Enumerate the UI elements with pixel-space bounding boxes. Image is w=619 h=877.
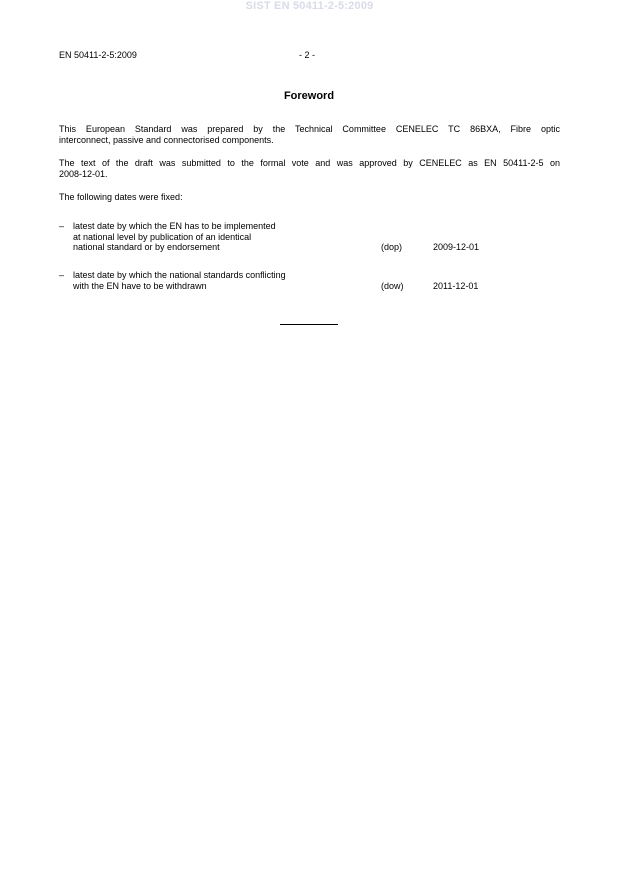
date-item-dow: [59, 270, 560, 294]
paragraph-line: The text of the draft was submitted to the formal vote and was approved by CENELEC as EN 50411-2-5 on: [59, 158, 560, 168]
paragraph-line: This European Standard was prepared by the Technical Committee CENELEC TC 86BXA, Fibre optic: [59, 124, 560, 134]
date-abbreviation: (dow): [381, 281, 404, 291]
date-item-description: [73, 221, 373, 253]
watermark: SIST EN 50411-2-5:2009: [245, 0, 374, 12]
date-value: 2009-12-01: [433, 242, 480, 252]
date-abbreviation: (dop): [381, 242, 403, 252]
description-line: at national level by publication of an identical: [73, 231, 252, 242]
page-number: - 2 -: [299, 50, 316, 60]
paragraph-dates-intro: The following dates were fixed:: [59, 192, 183, 202]
date-item-dop: [59, 221, 560, 255]
description-line: latest date by which the EN has to be implemented: [73, 221, 276, 231]
list-dash: –: [59, 270, 65, 280]
paragraph-line: interconnect, passive and connectorised components.: [59, 135, 274, 145]
list-dash: –: [59, 221, 65, 231]
document-id: EN 50411-2-5:2009: [59, 50, 137, 60]
paragraph-approval: [59, 158, 560, 180]
end-divider: [280, 324, 338, 325]
date-value: 2011-12-01: [433, 281, 479, 291]
date-item-description: [73, 270, 373, 291]
paragraph-committee: [59, 124, 560, 146]
page-header: [59, 49, 559, 61]
section-title: Foreword: [283, 90, 335, 102]
description-line: national standard or by endorsement: [73, 242, 220, 252]
description-line: with the EN have to be withdrawn: [73, 280, 207, 291]
description-line: latest date by which the national standards conflicting: [73, 270, 286, 280]
paragraph-line: 2008-12-01.: [59, 169, 108, 179]
